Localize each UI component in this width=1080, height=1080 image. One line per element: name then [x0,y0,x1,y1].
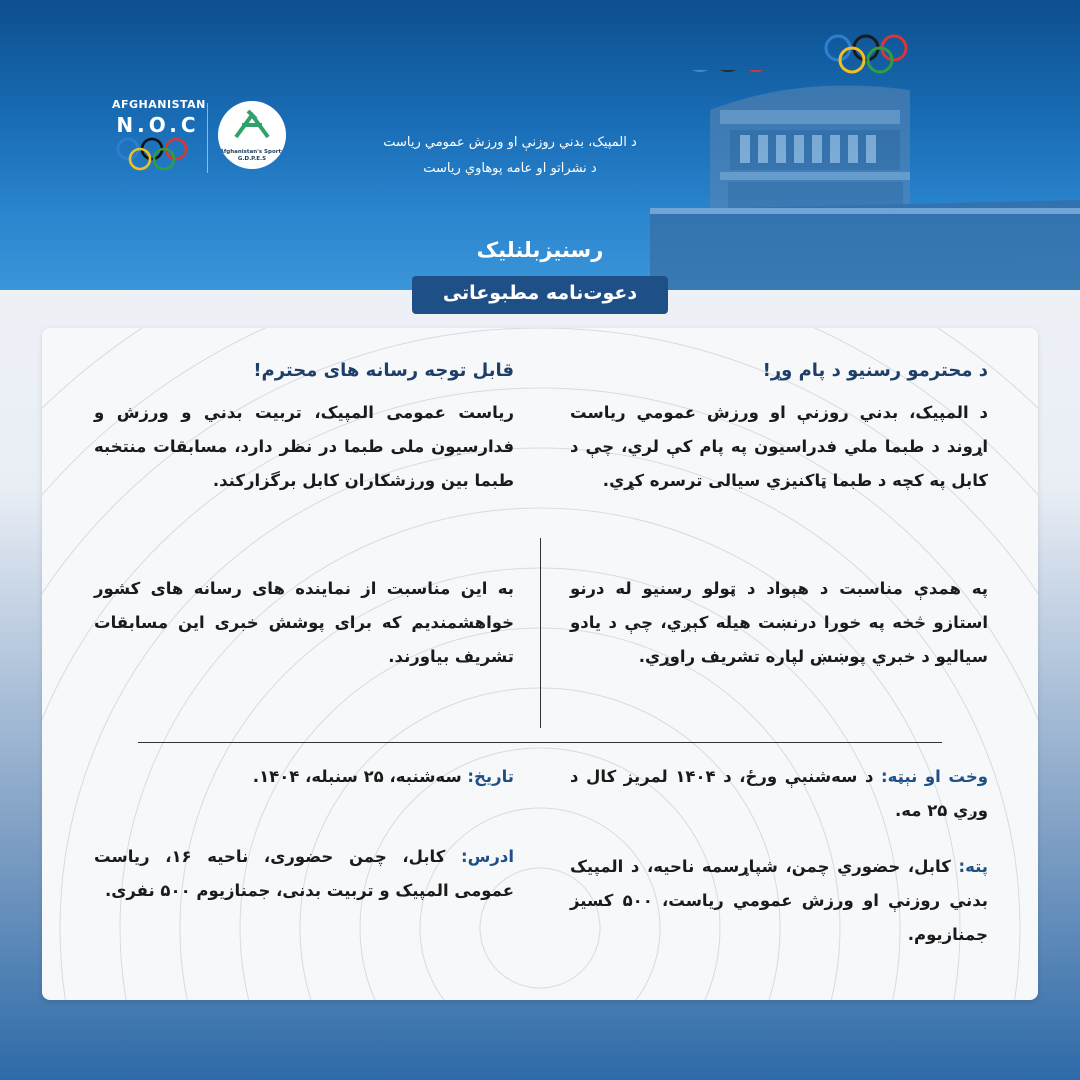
organization-header [330,130,690,182]
gdpes-caption-2: G.D.P.E.S [237,156,267,162]
date-label: تاریخ: [467,767,514,786]
right-address-block [570,850,988,952]
right-paragraph-1: د المپیک، بدني روزنې او ورزش عمومي رياست اړوند د طبما ملي فدراسيون په پام کې لري، چې د کابل په کچه د طبما ټاکنيزي سیالی ترسره کړي. [570,403,988,490]
right-time-block [570,760,988,828]
left-column-heading: قابل توجه رسانه های محترم! [253,360,514,381]
org-line-2: د نشراتو او عامه پوهاوي رياست [423,161,597,176]
date-value: سه‌شنبه، ۲۵ سنبله، ۱۴۰۴. [252,767,462,786]
column-divider [540,538,541,728]
noc-logo-line1: AFGHANISTAN [112,98,206,111]
left-date-block [94,760,514,794]
right-address-label: پته: [958,857,989,876]
gdpes-caption-1: Afghanistan's Sports [219,149,285,155]
gdpes-logo [218,101,286,169]
logo-divider [207,103,208,173]
time-label: وخت او نېټه: [881,767,988,786]
left-address-label: ادرس: [461,847,514,866]
olympic-rings-icon [822,32,914,76]
title-pashto: رسنیزبلنلیک [476,238,604,262]
right-paragraph-2: په همدې مناسبت د هېواد د ټولو رسنیو له درنو استازو څخه په خورا درنښت هیله کېږي، چې د يادو سیاليو د خبري پوښښ لپاره تشريف راوړي. [570,579,988,666]
noc-rings-icon [114,137,202,171]
olympic-building-image [650,70,1080,290]
time-value: د سه‌شنبې ورځ، د ۱۴۰۴ لمريز کال د وږي ۲۵ مه. [570,767,988,820]
right-address-value: کابل، حضوري چمن، شپاړسمه ناحیه، د المپیک بدني روزنې او ورزش عمومي رياست، ۵۰۰ کسيز جمنازيوم. [570,857,988,944]
right-column-heading: د محترمو رسنیو د پام وړ! [762,360,988,381]
left-address-block [94,840,514,908]
section-divider [138,742,942,743]
gdpes-emblem-icon [218,101,286,147]
invitation-card [42,328,1038,1000]
noc-logo [112,98,204,176]
left-address-value: کابل، چمن حضوری، ناحیه ۱۶، ریاست عمومی المپیک و تربیت بدنی، جمنازیوم ۵۰۰ نفری. [94,847,514,900]
left-paragraph-2: به این مناسبت از نماینده های رسانه های کشور خواهشمندیم که برای پوشش خبری این مسابقات تشریف بیاورند. [94,579,514,666]
noc-logo-line2: N.O.C [116,113,200,137]
page-title [412,230,668,314]
org-line-1: د المپیک، بدني روزنې او ورزش عمومي رياست [383,135,637,150]
title-dari: دعوت‌نامه مطبوعاتی [442,282,638,304]
left-paragraph-1: ریاست عمومی المپیک، تربیت بدني و ورزش و فدارسیون ملی طبما در نظر دارد، مسابقات منتخبه طبما بین ورزشکاران کابل برگزارکند. [94,403,514,490]
